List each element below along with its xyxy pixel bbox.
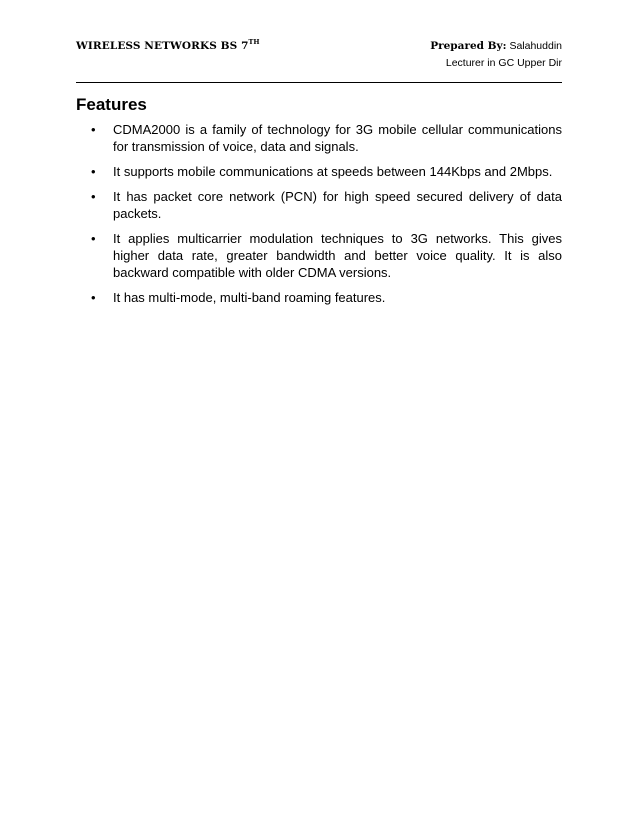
- list-item-text: It supports mobile communications at speeds between 144Kbps and 2Mbps.: [113, 164, 553, 179]
- bullet-icon: •: [91, 189, 96, 204]
- bullet-icon: •: [91, 231, 96, 246]
- list-item: [76, 230, 562, 281]
- course-title: [76, 38, 260, 52]
- list-item: [76, 188, 562, 222]
- bullet-icon: •: [91, 290, 96, 305]
- author-affiliation: Lecturer in GC Upper Dir: [445, 57, 562, 69]
- section-title: Features: [76, 95, 147, 114]
- prepared-by-label: Prepared By:: [430, 40, 507, 52]
- author-block: [430, 38, 562, 72]
- list-item: [76, 289, 562, 306]
- author-line: [430, 38, 562, 55]
- list-item-text: It applies multicarrier modulation techniques to 3G networks. This gives higher data rate, greater bandwidth and better voice quality. It is also backward compatible with older CDMA versions.: [113, 231, 562, 280]
- page-header: [76, 36, 562, 83]
- author-name: Salahuddin: [509, 40, 562, 52]
- bullet-icon: •: [91, 122, 96, 137]
- bullet-icon: •: [91, 164, 96, 179]
- list-item-text: It has packet core network (PCN) for high speed secured delivery of data packets.: [113, 189, 562, 221]
- list-item-text: It has multi-mode, multi-band roaming features.: [113, 290, 386, 305]
- list-item-text: CDMA2000 is a family of technology for 3G mobile cellular communications for transmission of voice, data and signals.: [113, 122, 562, 154]
- list-item: [76, 163, 562, 180]
- list-item: [76, 121, 562, 155]
- features-section: [76, 95, 562, 314]
- course-superscript: TH: [248, 38, 260, 46]
- features-list: [76, 121, 562, 306]
- course-name: WIRELESS NETWORKS BS 7: [76, 40, 249, 52]
